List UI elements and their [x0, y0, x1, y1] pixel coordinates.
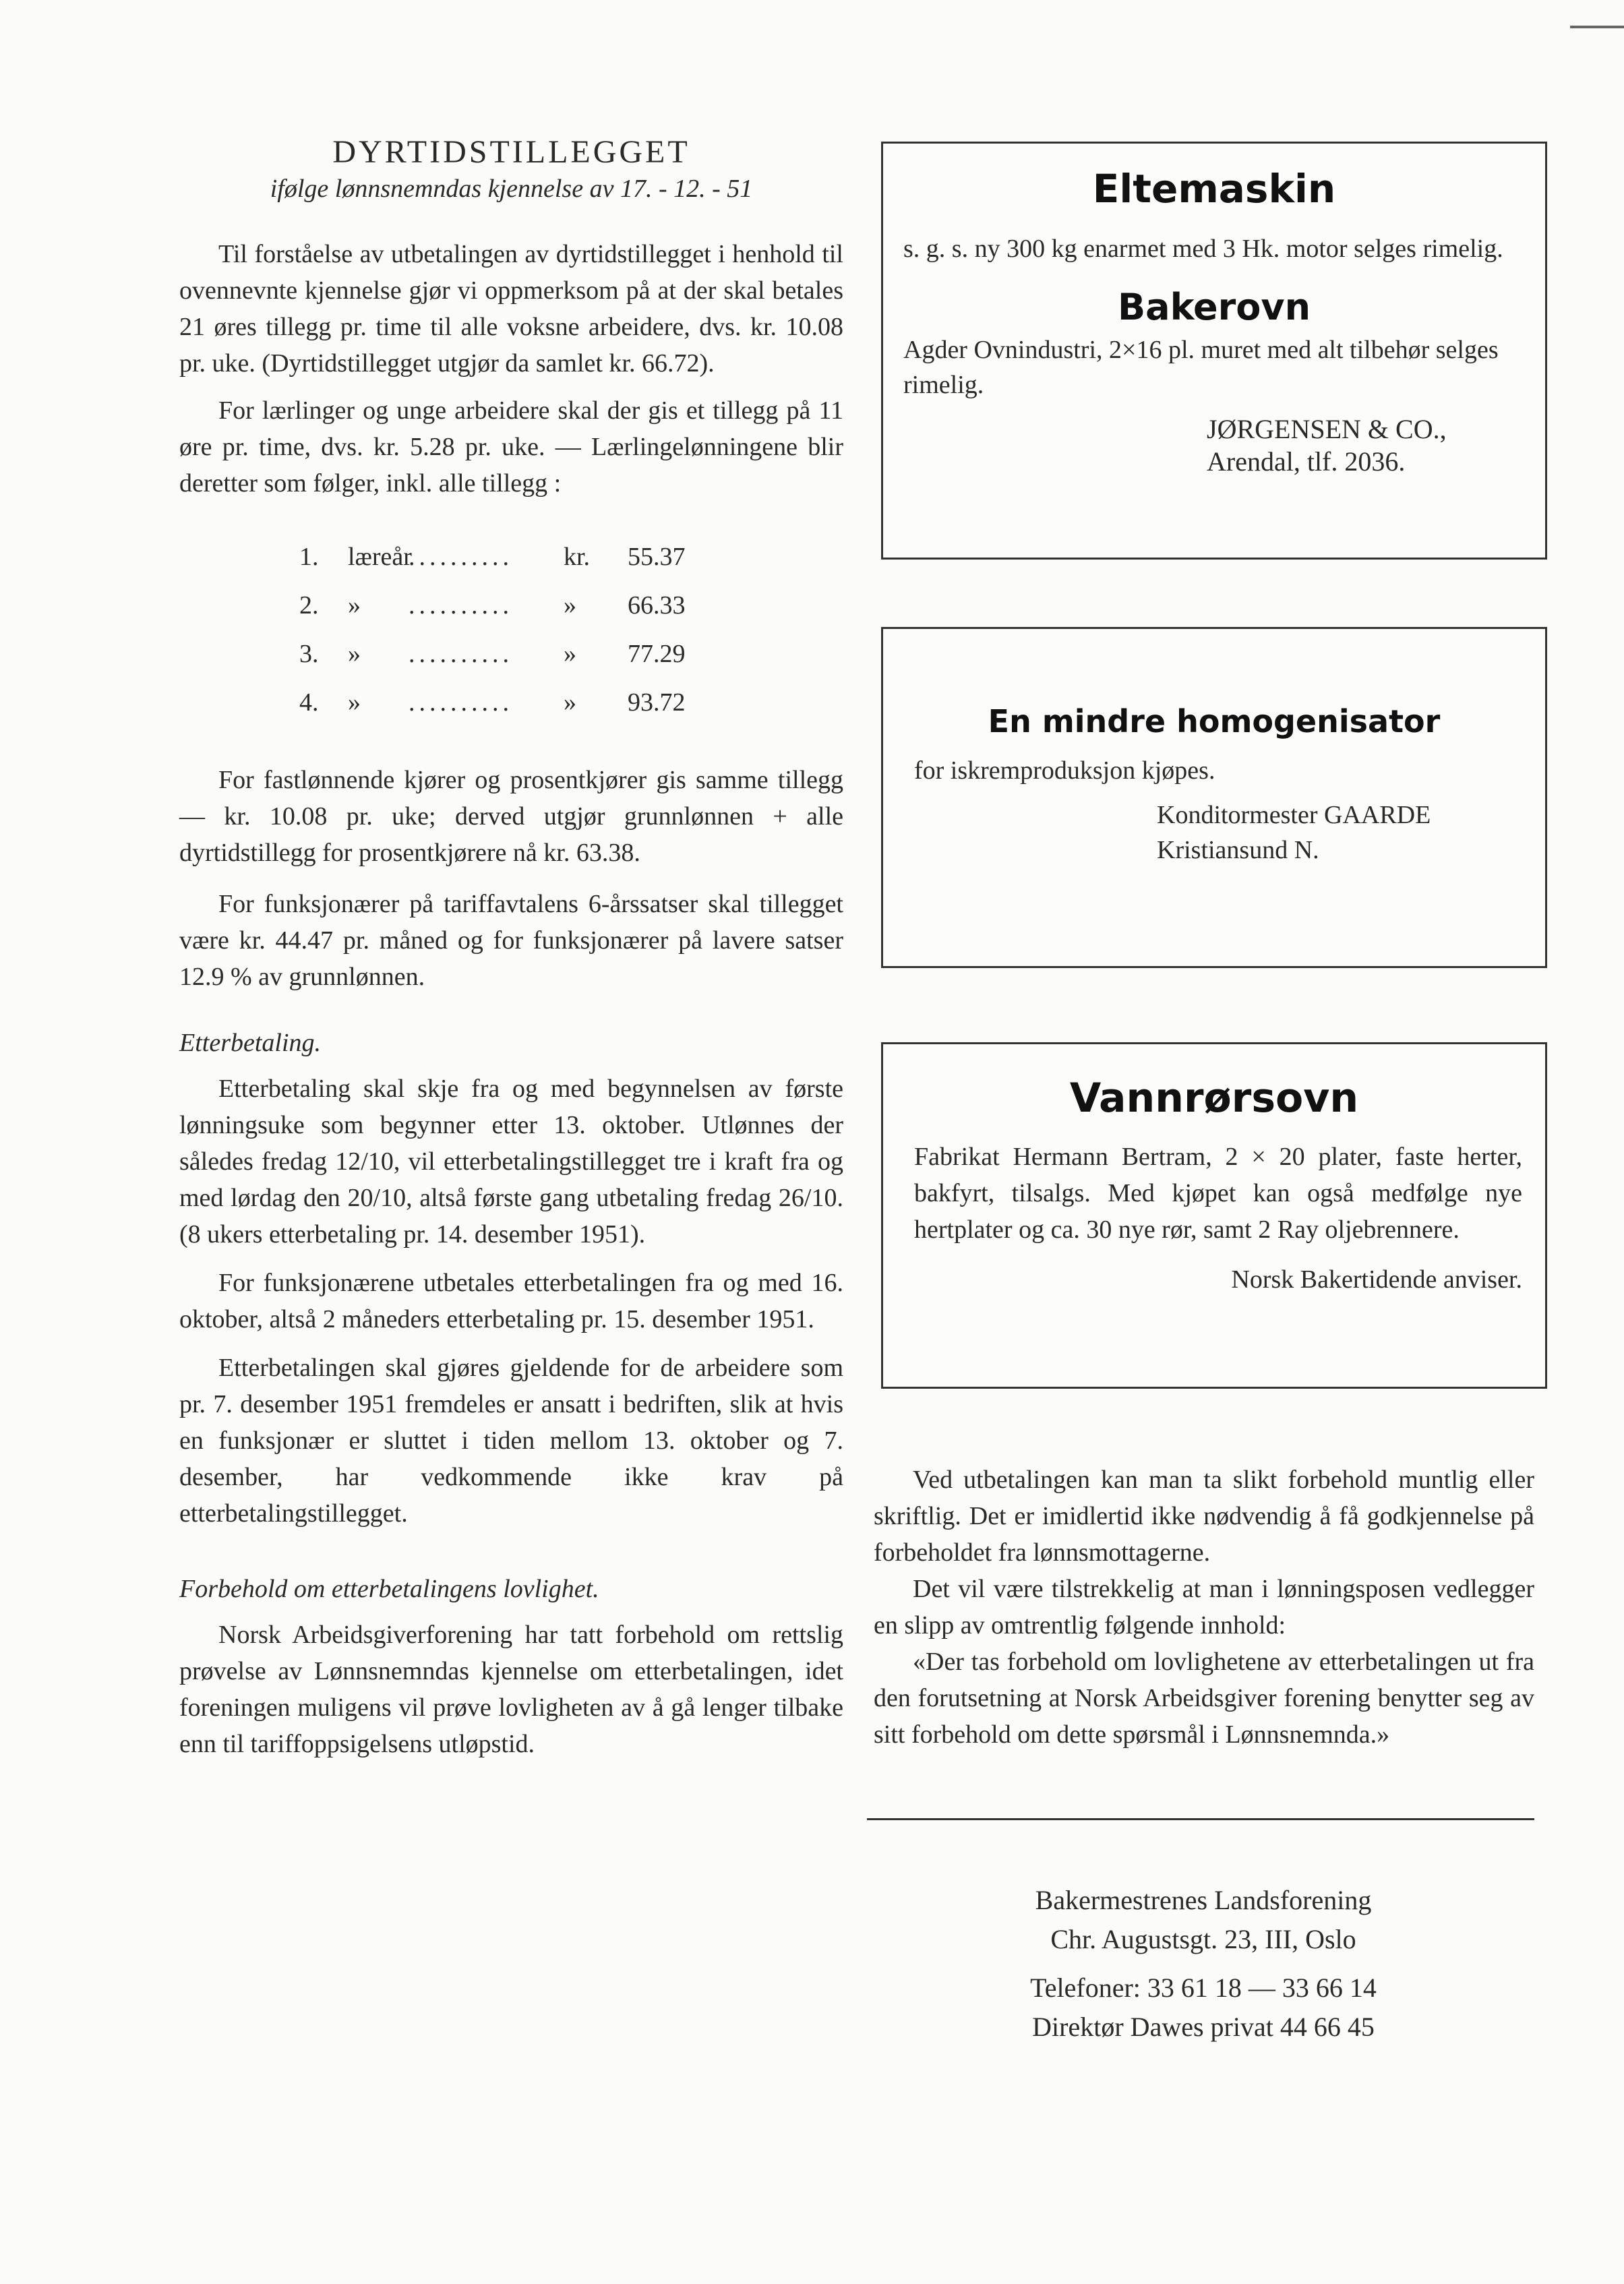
paragraph-8: Norsk Arbeidsgiverforening har tatt forbehold om rettslig prøvelse av Lønnsnemndas kjennelse om etterbetalingen, idet foreningen muligens vil prøve lovligheten av å gå lenger tilbake enn til tariffoppsigelsens utløpstid.	[179, 1621, 843, 1758]
wage-table	[299, 533, 843, 727]
article-subtitle: ifølge lønnsnemndas kjennelse av 17. - 12. - 51	[270, 175, 753, 203]
ad-text-bakerovn: Agder Ovnindustri, 2×16 pl. muret med alt tilbehør selges rimelig.	[903, 336, 1499, 399]
paragraph-2: For lærlinger og unge arbeidere skal der gis et tillegg på 11 øre pr. time, dvs. kr. 5.28 pr. uke. — Lærlingelønningene blir deretter som følger, inkl. alle tillegg :	[179, 396, 843, 498]
ad-title-eltemaskin: Eltemaskin	[1092, 166, 1336, 212]
ad-eltemaskin	[881, 142, 1547, 560]
table-row: 4. » .......... » 93.72	[299, 688, 686, 717]
heading-etterbetaling: Etterbetaling.	[179, 1029, 322, 1057]
right-column	[874, 1462, 1534, 1753]
paragraph-3: For fastlønnende kjører og prosentkjører gis samme tillegg — kr. 10.08 pr. uke; derved utgjør grunnlønnen + alle dyrtidstillegg for prosentkjørere nå kr. 63.38.	[179, 766, 843, 867]
address-line-4: Direktør Dawes privat 44 66 45	[1032, 2012, 1375, 2042]
table-row: 2. » .......... » 66.33	[299, 591, 686, 620]
right-paragraph-1: Ved utbetalingen kan man ta slikt forbehold muntlig eller skriftlig. Det er imidlertid ikke nødvendig å få godkjennelse på forbeholdet fra lønnsmottagerne.	[874, 1466, 1534, 1567]
heading-forbehold: Forbehold om etterbetalingens lovlighet.	[179, 1575, 599, 1603]
right-paragraph-2: Det vil være tilstrekkelig at man i lønningsposen vedlegger en slipp av omtrentlig følgende innhold:	[874, 1575, 1534, 1640]
ad2-signature-1: Konditormester GAARDE	[1157, 801, 1431, 829]
paragraph-5: Etterbetaling skal skje fra og med begynnelsen av første lønningsuke som begynner etter 13. oktober. Utlønnes der således fredag 12/10, vil etterbetalingstillegget tre i kraft fra og med lørdag den 20/10, altså første gang utbetaling fredag 26/10. (8 ukers etterbetaling pr. 14. desember 1951).	[179, 1075, 843, 1249]
address-line-2: Chr. Augustsgt. 23, III, Oslo	[1050, 1924, 1356, 1954]
ad-signature-2: Arendal, tlf. 2036.	[1207, 446, 1406, 477]
address-line-1: Bakermestrenes Landsforening	[1035, 1885, 1372, 1915]
paragraph-6: For funksjonærene utbetales etterbetalingen fra og med 16. oktober, altså 2 måneders etterbetaling pr. 15. desember 1951.	[179, 1269, 843, 1333]
ad-text-homogenisator: for iskremproduksjon kjøpes.	[914, 756, 1215, 785]
address-block	[971, 1881, 1436, 2047]
address-line-3: Telefoner: 33 61 18 — 33 66 14	[1030, 1973, 1377, 2003]
page-corner-mark	[1570, 26, 1624, 28]
divider-line	[867, 1818, 1534, 1820]
ad-text-eltemaskin: s. g. s. ny 300 kg enarmet med 3 Hk. motor selges rimelig.	[903, 235, 1503, 263]
ad2-signature-2: Kristiansund N.	[1157, 836, 1319, 864]
left-column	[179, 133, 843, 1762]
ad3-signature: Norsk Bakertidende anviser.	[1231, 1265, 1522, 1294]
ad-title-vannrorsovn: Vannrørsovn	[1069, 1075, 1359, 1122]
ad-title-homogenisator: En mindre homogenisator	[988, 703, 1441, 740]
ad-signature-1: JØRGENSEN & CO.,	[1207, 414, 1447, 444]
article-title: DYRTIDSTILLEGGET	[332, 134, 690, 170]
right-paragraph-3: «Der tas forbehold om lovlighetene av etterbetalingen ut fra den forutsetning at Norsk Arbeidsgiver forening benytter seg av sitt forbehold om dette spørsmål i Lønnsnemnda.»	[874, 1648, 1534, 1749]
paragraph-4: For funksjonærer på tariffavtalens 6-årssatser skal tillegget være kr. 44.47 pr. måned og for funksjonærer på lavere satser 12.9 % av grunnlønnen.	[179, 890, 843, 991]
paragraph-7: Etterbetalingen skal gjøres gjeldende for de arbeidere som pr. 7. desember 1951 fremdeles er ansatt i bedriften, slik at hvis en funksjonær er sluttet i tiden mellom 13. oktober og 7. desember, har vedkommende ikke krav på etterbetalingstillegget.	[179, 1354, 843, 1528]
table-row: 1. læreår .......... kr. 55.37	[299, 543, 686, 571]
ad-text-vannrorsovn: Fabrikat Hermann Bertram, 2 × 20 plater, faste herter, bakfyrt, tilsalgs. Med kjøpet kan også medfølge nye hertplater og ca. 30 nye rør, samt 2 Ray oljebrennere.	[914, 1143, 1522, 1244]
ad-vannrorsovn	[881, 1042, 1547, 1389]
table-row: 3. » .......... » 77.29	[299, 640, 686, 668]
paragraph-1: Til forståelse av utbetalingen av dyrtidstillegget i henhold til ovennevnte kjennelse gjør vi oppmerksom på at der skal betales 21 øres tillegg pr. time til alle voksne arbeidere, dvs. kr. 10.08 pr. uke. (Dyrtidstillegget utgjør da samlet kr. 66.72).	[179, 240, 843, 378]
ad-title-bakerovn: Bakerovn	[1117, 286, 1311, 328]
ad-homogenisator	[881, 627, 1547, 968]
